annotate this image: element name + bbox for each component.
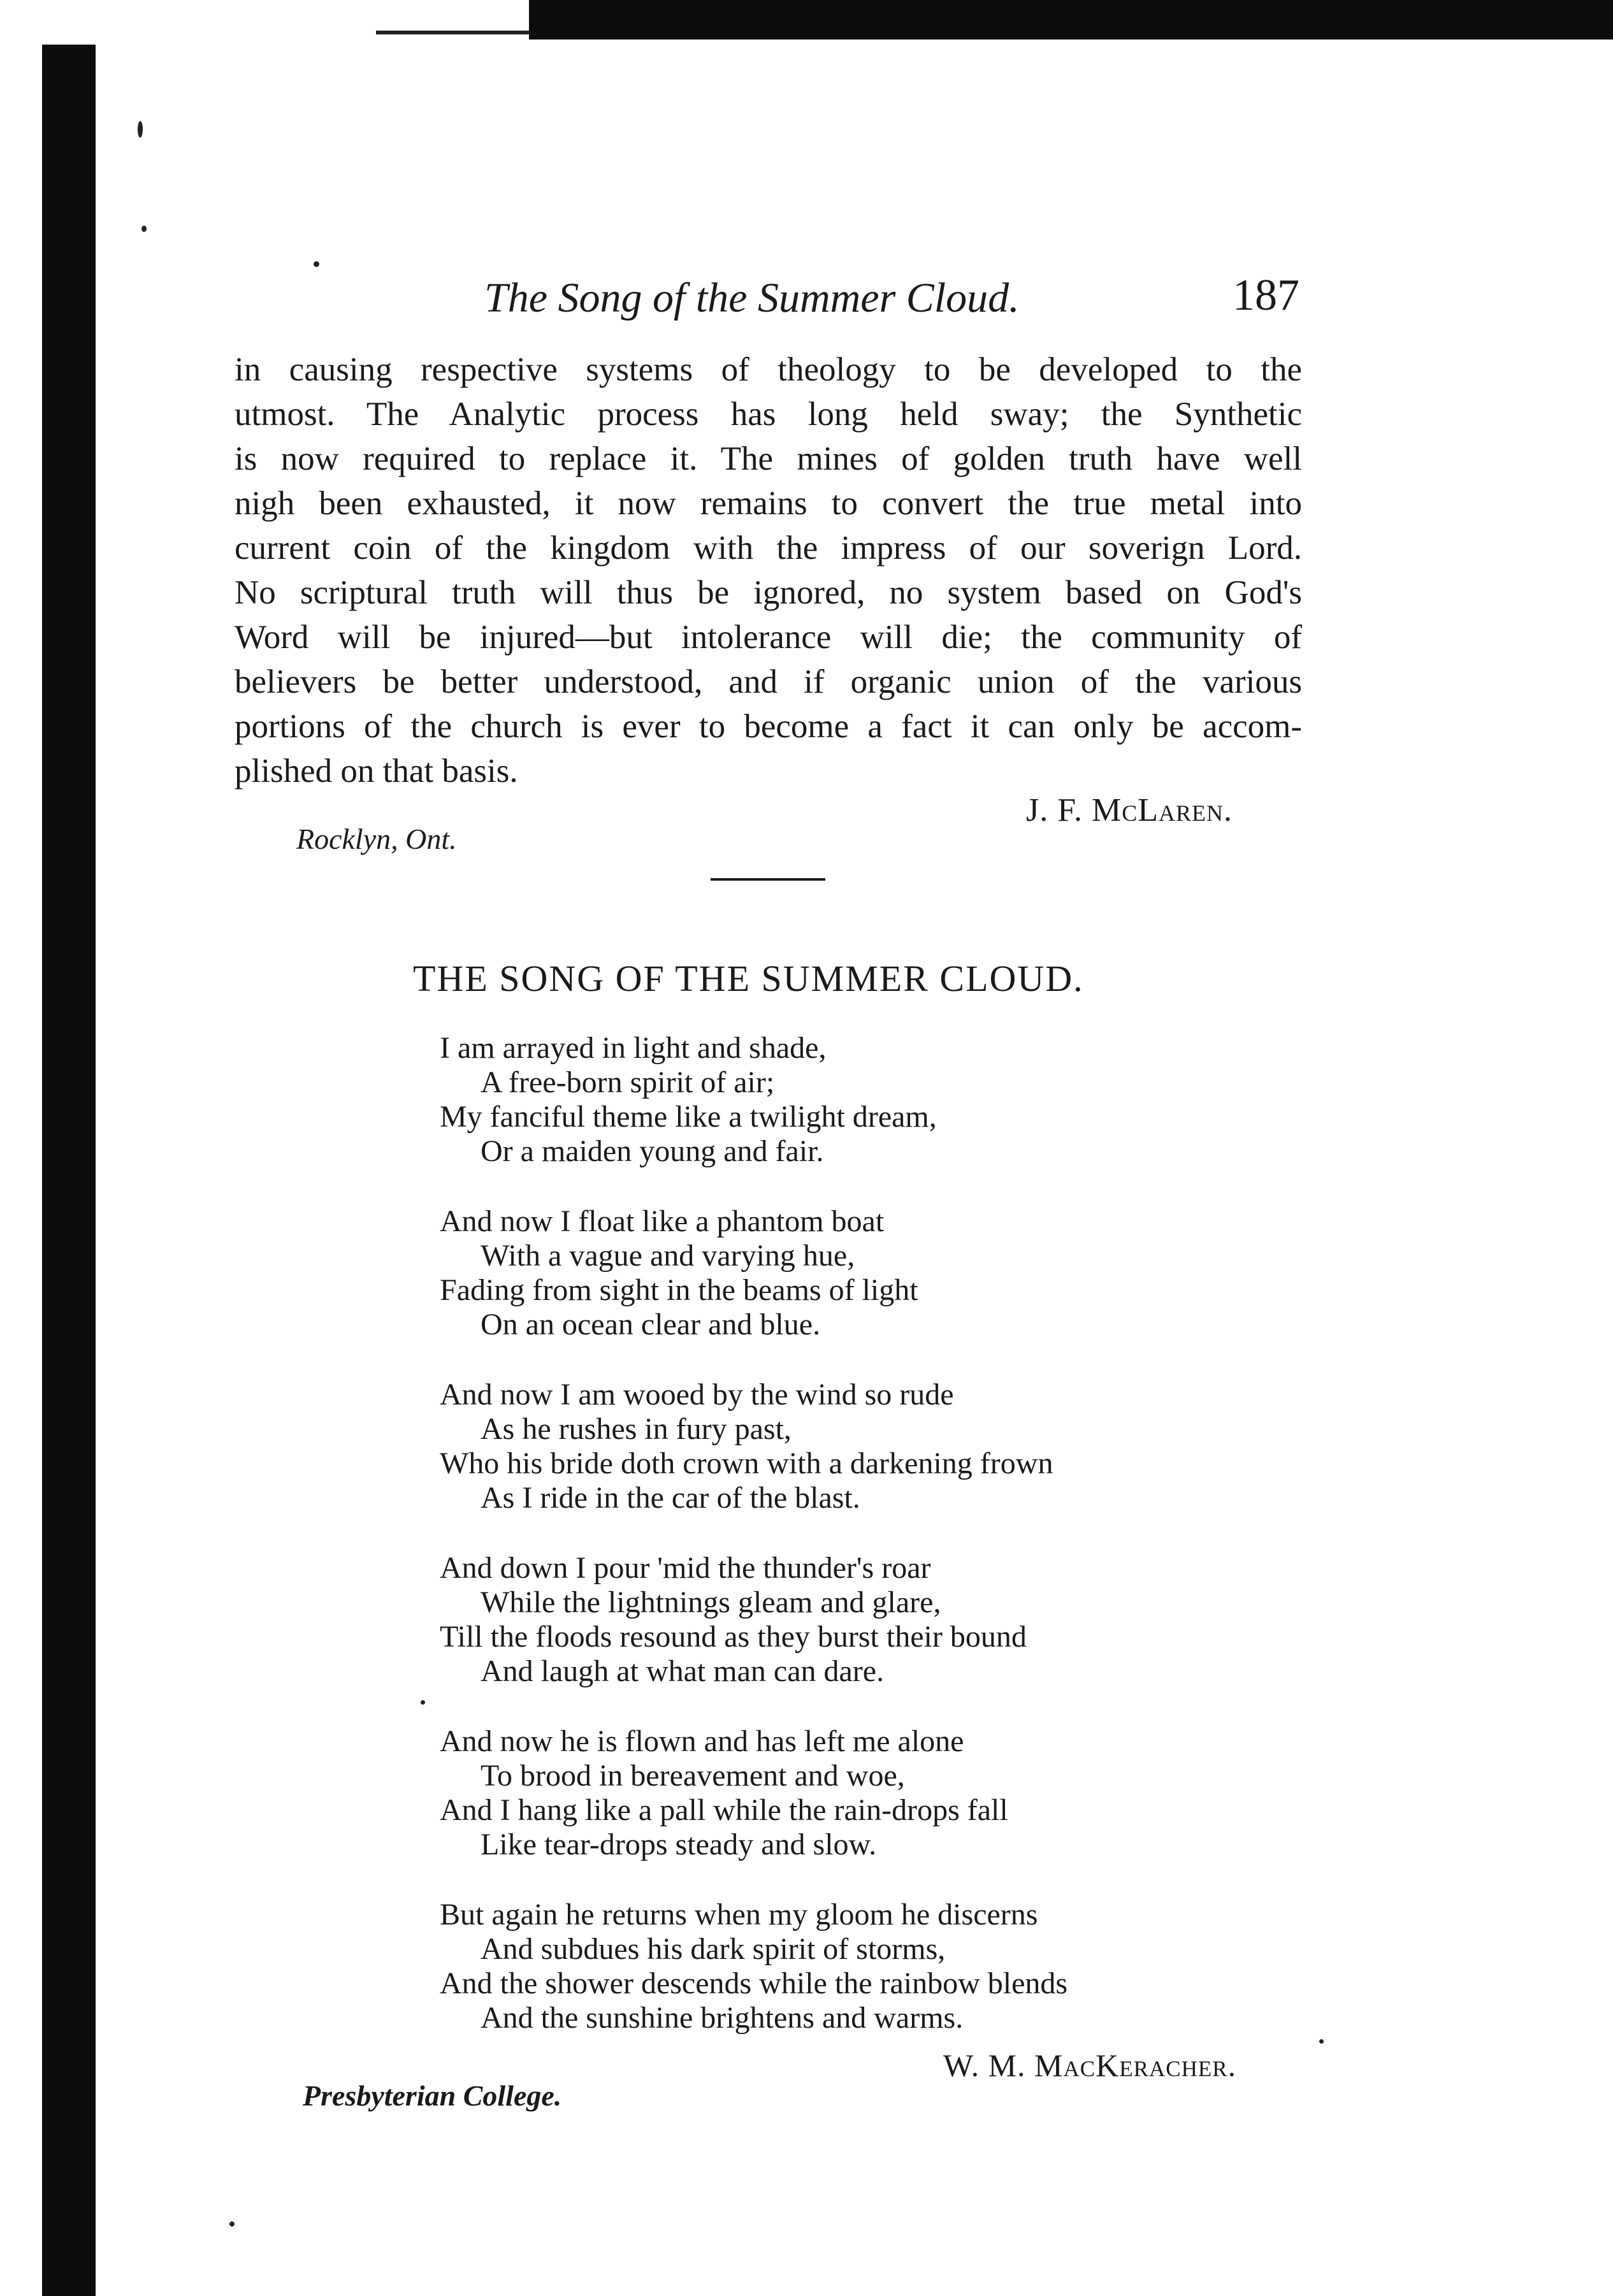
paragraph-line: in causing respective systems of theology to be developed to the bbox=[235, 351, 1302, 388]
scan-speck bbox=[141, 226, 147, 232]
scan-speck bbox=[1319, 2039, 1324, 2044]
author-location: Rocklyn, Ont. bbox=[296, 823, 457, 855]
author-signature: J. F. McLaren. bbox=[1026, 792, 1233, 828]
paragraph-line: No scriptural truth will thus be ignored, no system based on God's bbox=[235, 574, 1302, 611]
poem-line: My fanciful theme like a twilight dream, bbox=[440, 1100, 937, 1134]
paragraph-line: current coin of the kingdom with the impress of our soverign Lord. bbox=[235, 530, 1302, 567]
scan-speck bbox=[138, 121, 143, 138]
scan-border-top-line bbox=[376, 31, 529, 34]
poem-line: Till the floods resound as they burst their bound bbox=[440, 1620, 1027, 1654]
scan-speck bbox=[314, 261, 319, 267]
paragraph-line: believers be better understood, and if organic union of the various bbox=[235, 663, 1302, 700]
poem-stanza bbox=[440, 1724, 1067, 1862]
paragraph-line: plished on that basis. bbox=[235, 753, 518, 790]
article-paragraph bbox=[235, 347, 1302, 793]
poem-line: And now I am wooed by the wind so rude bbox=[440, 1378, 954, 1412]
scan-border-top bbox=[529, 0, 1613, 40]
poem-line: I am arrayed in light and shade, bbox=[440, 1031, 827, 1065]
poem-stanza bbox=[440, 1204, 1067, 1342]
poem-stanza bbox=[440, 1378, 1067, 1515]
page-number: 187 bbox=[1233, 271, 1299, 320]
poem-line: Or a maiden young and fair. bbox=[481, 1134, 824, 1168]
poem-line: Like tear-drops steady and slow. bbox=[481, 1828, 877, 1861]
poet-affiliation: Presbyterian College. bbox=[303, 2079, 562, 2112]
poem-line: And I hang like a pall while the rain-drops fall bbox=[440, 1793, 1008, 1827]
poem-line: And the shower descends while the rainbow blends bbox=[440, 1967, 1068, 2000]
poem-line: And subdues his dark spirit of storms, bbox=[481, 1932, 946, 1966]
poem-line: To brood in bereavement and woe, bbox=[481, 1759, 905, 1793]
scan-border-left bbox=[42, 45, 96, 2296]
paragraph-line: Word will be injured—but intolerance will die; the community of bbox=[235, 619, 1302, 656]
poem-line: While the lightnings gleam and glare, bbox=[481, 1585, 941, 1619]
poem-stanza bbox=[440, 1898, 1067, 2035]
poet-signature: W. M. MacKeracher. bbox=[943, 2047, 1237, 2083]
section-divider bbox=[711, 878, 825, 881]
poem-line: As I ride in the car of the blast. bbox=[481, 1481, 860, 1515]
paragraph-line: nigh been exhausted, it now remains to convert the true metal into bbox=[235, 485, 1302, 522]
paragraph-line: is now required to replace it. The mines of golden truth have well bbox=[235, 440, 1302, 477]
poem-title: THE SONG OF THE SUMMER CLOUD. bbox=[413, 958, 1084, 999]
paragraph-line: utmost. The Analytic process has long held sway; the Synthetic bbox=[235, 396, 1302, 433]
poem-line: And the sunshine brightens and warms. bbox=[481, 2001, 964, 2035]
scan-speck bbox=[421, 1700, 425, 1705]
poem-line: And down I pour 'mid the thunder's roar bbox=[440, 1551, 931, 1585]
poem-line: Fading from sight in the beams of light bbox=[440, 1273, 918, 1307]
poem-line: And laugh at what man can dare. bbox=[481, 1654, 885, 1688]
scan-speck bbox=[229, 2221, 235, 2227]
poem-stanza bbox=[440, 1551, 1067, 1689]
poem-line: On an ocean clear and blue. bbox=[481, 1308, 821, 1341]
poem-line: Who his bride doth crown with a darkening frown bbox=[440, 1447, 1053, 1480]
running-header-title: The Song of the Summer Cloud. bbox=[484, 275, 1020, 321]
poem-line: A free-born spirit of air; bbox=[481, 1065, 775, 1099]
poem-stanza bbox=[440, 1031, 1067, 1169]
poem-line: With a vague and varying hue, bbox=[481, 1239, 855, 1273]
poem-body bbox=[440, 1031, 1067, 2071]
poem-line: As he rushes in fury past, bbox=[481, 1412, 792, 1446]
poem-line: And now I float like a phantom boat bbox=[440, 1204, 885, 1238]
poem-line: But again he returns when my gloom he discerns bbox=[440, 1898, 1038, 1931]
poem-line: And now he is flown and has left me alone bbox=[440, 1724, 964, 1758]
paragraph-line: portions of the church is ever to become a fact it can only be accom- bbox=[235, 708, 1302, 745]
